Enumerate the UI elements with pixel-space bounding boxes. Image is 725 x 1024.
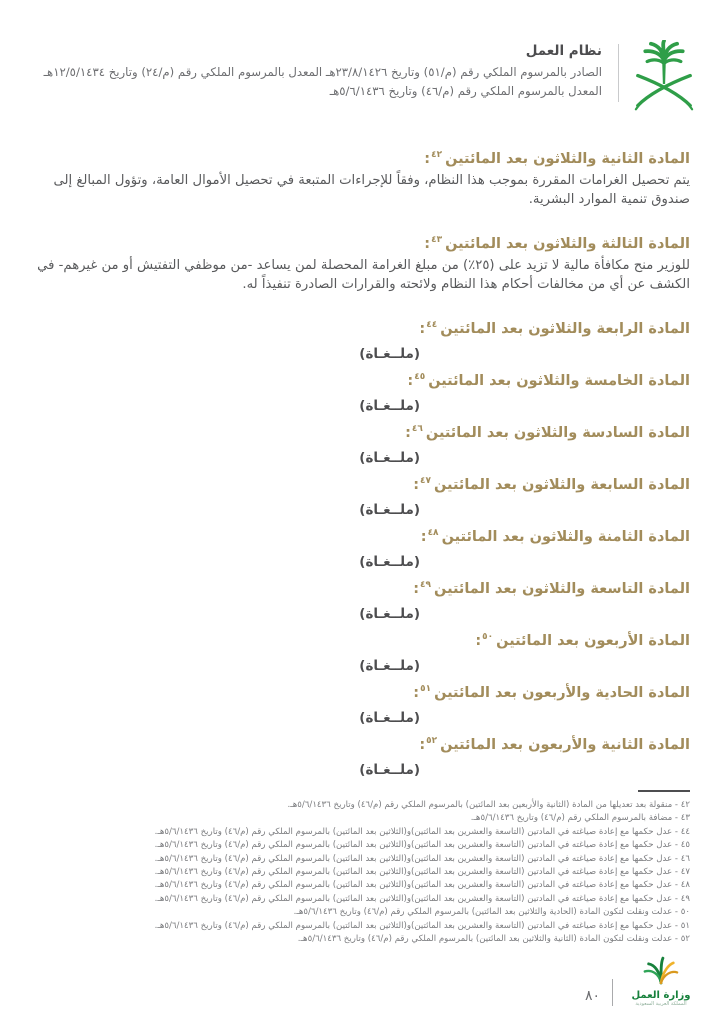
article-footnote-ref: ٤٦ <box>411 424 423 435</box>
article <box>35 631 690 676</box>
article-heading <box>35 475 690 495</box>
repealed-label: (ملــغـاة) <box>359 450 420 466</box>
repealed-label: (ملــغـاة) <box>359 398 420 414</box>
article-title: المادة الأربعون بعد المائتين <box>496 633 690 649</box>
repealed-label: (ملــغـاة) <box>359 502 420 518</box>
saudi-national-emblem-icon <box>633 40 695 113</box>
decree-line-1: الصادر بالمرسوم الملكي رقم (م/٥١) وتاريخ ٢٣/٨/١٤٢٦هـ المعدل بالمرسوم الملكي رقم (م/٢٤) وتاريخ ١٢/٥/١٤٣٤هـ <box>43 65 602 79</box>
article-title: المادة الرابعة والثلاثون بعد المائتين <box>440 321 690 337</box>
article-footnote-ref: ٤٩ <box>420 580 432 591</box>
footnote-line: ٤٥ - عدل حكمها مع إعادة صياغته في المادتين (التاسعة والعشرين بعد المائتين)و(الثلاثين بعد المائتين) بالمرسوم الملكي رقم (م/٤٦) وتاريخ ٥/٦/١٤٣٦هـ. <box>154 840 690 851</box>
article <box>35 423 690 468</box>
article-colon: : <box>413 581 420 597</box>
article-body: يتم تحصيل الغرامات المقررة بموجب هذا النظام، وفقاً للإجراءات المتبعة في تحصيل الأموال العامة، وتؤول المبالغ إلى صندوق تنمية الموارد البشرية. <box>53 173 690 207</box>
article-colon: : <box>424 151 431 167</box>
article-heading <box>35 149 690 169</box>
repealed-label: (ملــغـاة) <box>359 346 420 362</box>
article-title: المادة الثانية والأربعون بعد المائتين <box>440 737 690 753</box>
article-heading <box>35 371 690 391</box>
footnote-line: ٥١ - عدل حكمها مع إعادة صياغته في المادتين (التاسعة والعشرين بعد المائتين)و(الثلاثين بعد المائتين) بالمرسوم الملكي رقم (م/٤٦) وتاريخ ٥/٦/١٤٣٦هـ. <box>154 920 690 931</box>
decree-line-2: المعدل بالمرسوم الملكي رقم (م/٤٦) وتاريخ ٥/٦/١٤٣٦هـ <box>329 84 602 98</box>
article-colon: : <box>475 633 482 649</box>
footnotes-section <box>0 799 725 946</box>
article <box>35 371 690 416</box>
article-title: المادة الخامسة والثلاثون بعد المائتين <box>428 373 690 389</box>
header-divider <box>618 44 619 102</box>
article-heading <box>35 579 690 599</box>
article-footnote-ref: ٤٨ <box>427 528 439 539</box>
footnote-line: ٤٣ - مضافة بالمرسوم الملكي رقم (م/٤٦) وتاريخ ٥/٦/١٤٣٦هـ. <box>470 813 690 824</box>
article <box>35 527 690 572</box>
article-colon: : <box>424 236 431 252</box>
ministry-logo <box>625 956 697 1008</box>
article-heading <box>35 319 690 339</box>
footnotes-divider <box>638 790 690 792</box>
footnote-line: ٥٠ - عدلت ونقلت لتكون المادة (الحادية والثلاثين بعد المائتين) بالمرسوم الملكي رقم (م/٤٦) وتاريخ ٥/٦/١٤٣٦هـ. <box>293 907 690 918</box>
ministry-name: وزارة العمل <box>631 990 691 1001</box>
article <box>35 683 690 728</box>
article-heading <box>35 735 690 755</box>
article-footnote-ref: ٥٠ <box>482 632 494 643</box>
article-title: المادة الحادية والأربعون بعد المائتين <box>434 685 690 701</box>
repealed-label: (ملــغـاة) <box>359 606 420 622</box>
article-colon: : <box>413 477 419 493</box>
footnote-line: ٤٩ - عدل حكمها مع إعادة صياغته في المادتين (التاسعة والعشرين بعد المائتين)و(الثلاثين بعد المائتين) بالمرسوم الملكي رقم (م/٤٦) وتاريخ ٥/٦/١٤٣٦هـ. <box>154 893 690 904</box>
article-colon: : <box>420 529 427 545</box>
footnote-line: ٤٧ - عدل حكمها مع إعادة صياغته في المادتين (التاسعة والعشرين بعد المائتين)و(الثلاثين بعد المائتين) بالمرسوم الملكي رقم (م/٤٦) وتاريخ ٥/٦/١٤٣٦هـ. <box>154 867 690 878</box>
article-footnote-ref: ٤٧ <box>420 476 431 487</box>
repealed-label: (ملــغـاة) <box>359 554 420 570</box>
page-footer <box>0 956 697 1008</box>
footer-divider <box>612 979 613 1006</box>
header-text-block <box>44 40 602 101</box>
article-heading <box>35 527 690 547</box>
article-heading <box>35 234 690 254</box>
article <box>35 735 690 780</box>
article-colon: : <box>413 685 420 701</box>
article-footnote-ref: ٥١ <box>420 684 432 695</box>
article-heading <box>35 423 690 443</box>
article-title: المادة الثانية والثلاثون بعد المائتين <box>445 151 690 167</box>
article <box>35 475 690 520</box>
footnote-line: ٥٢ - عدلت ونقلت لتكون المادة (الثانية والثلاثين بعد المائتين) بالمرسوم الملكي رقم (م/٤٦) وتاريخ ٥/٦/١٤٣٦هـ. <box>297 934 690 945</box>
article-title: المادة التاسعة والثلاثون بعد المائتين <box>434 581 690 597</box>
article-title: المادة الثامنة والثلاثون بعد المائتين <box>441 529 690 545</box>
article-colon: : <box>419 737 426 753</box>
document-title: نظام العمل <box>525 43 602 59</box>
article <box>35 149 690 209</box>
article-footnote-ref: ٤٣ <box>431 235 443 246</box>
repealed-label: (ملــغـاة) <box>359 762 420 778</box>
article-title: المادة السابعة والثلاثون بعد المائتين <box>434 477 690 493</box>
article <box>35 234 690 294</box>
article-title: المادة الثالثة والثلاثون بعد المائتين <box>445 236 690 252</box>
article-heading <box>35 631 690 651</box>
article-body: للوزير منح مكافأة مالية لا تزيد على (٢٥٪) من مبلغ الغرامة المحصلة لمن يساعد -من موظفي التفتيش أو من غيرهم- في الكشف عن أي من مخالفات أحكام هذا النظام ولائحته والقرارات الصادرة تنفيذاً له. <box>37 258 690 292</box>
article-title: المادة السادسة والثلاثون بعد المائتين <box>425 425 690 441</box>
document-header <box>0 0 725 113</box>
repealed-label: (ملــغـاة) <box>359 710 420 726</box>
ministry-subtitle: المملكة العربية السعودية <box>635 1001 687 1007</box>
article-heading <box>35 683 690 703</box>
article-footnote-ref: ٤٤ <box>426 320 438 331</box>
article-footnote-ref: ٤٢ <box>431 150 443 161</box>
article-footnote-ref: ٥٢ <box>426 736 438 747</box>
repealed-label: (ملــغـاة) <box>359 658 420 674</box>
article-colon: : <box>419 321 426 337</box>
article-footnote-ref: ٤٥ <box>414 372 426 383</box>
footnote-line: ٤٤ - عدل حكمها مع إعادة صياغته في المادتين (التاسعة والعشرين بعد المائتين)و(الثلاثين بعد المائتين) بالمرسوم الملكي رقم (م/٤٦) وتاريخ ٥/٦/١٤٣٦هـ. <box>154 826 690 837</box>
articles-section <box>0 113 725 780</box>
article-colon: : <box>407 373 414 389</box>
footnote-line: ٤٢ - منقولة بعد تعديلها من المادة (الثانية والأربعين بعد المائتين) بالمرسوم الملكي رقم (م/٤٦) وتاريخ ٥/٦/١٤٣٦هـ. <box>287 800 690 810</box>
page-number: ٨٠ <box>584 988 600 1004</box>
footnote-line: ٤٨ - عدل حكمها مع إعادة صياغته في المادتين (التاسعة والعشرين بعد المائتين)و(الثلاثين بعد المائتين) بالمرسوم الملكي رقم (م/٤٦) وتاريخ ٥/٦/١٤٣٦هـ. <box>154 880 690 891</box>
footnote-line: ٤٦ - عدل حكمها مع إعادة صياغته في المادتين (التاسعة والعشرين بعد المائتين)و(الثلاثين بعد المائتين) بالمرسوم الملكي رقم (م/٤٦) وتاريخ ٥/٦/١٤٣٦هـ. <box>154 853 690 864</box>
article-colon: : <box>405 425 411 441</box>
article <box>35 319 690 364</box>
ministry-palm-icon <box>642 956 680 989</box>
article <box>35 579 690 624</box>
